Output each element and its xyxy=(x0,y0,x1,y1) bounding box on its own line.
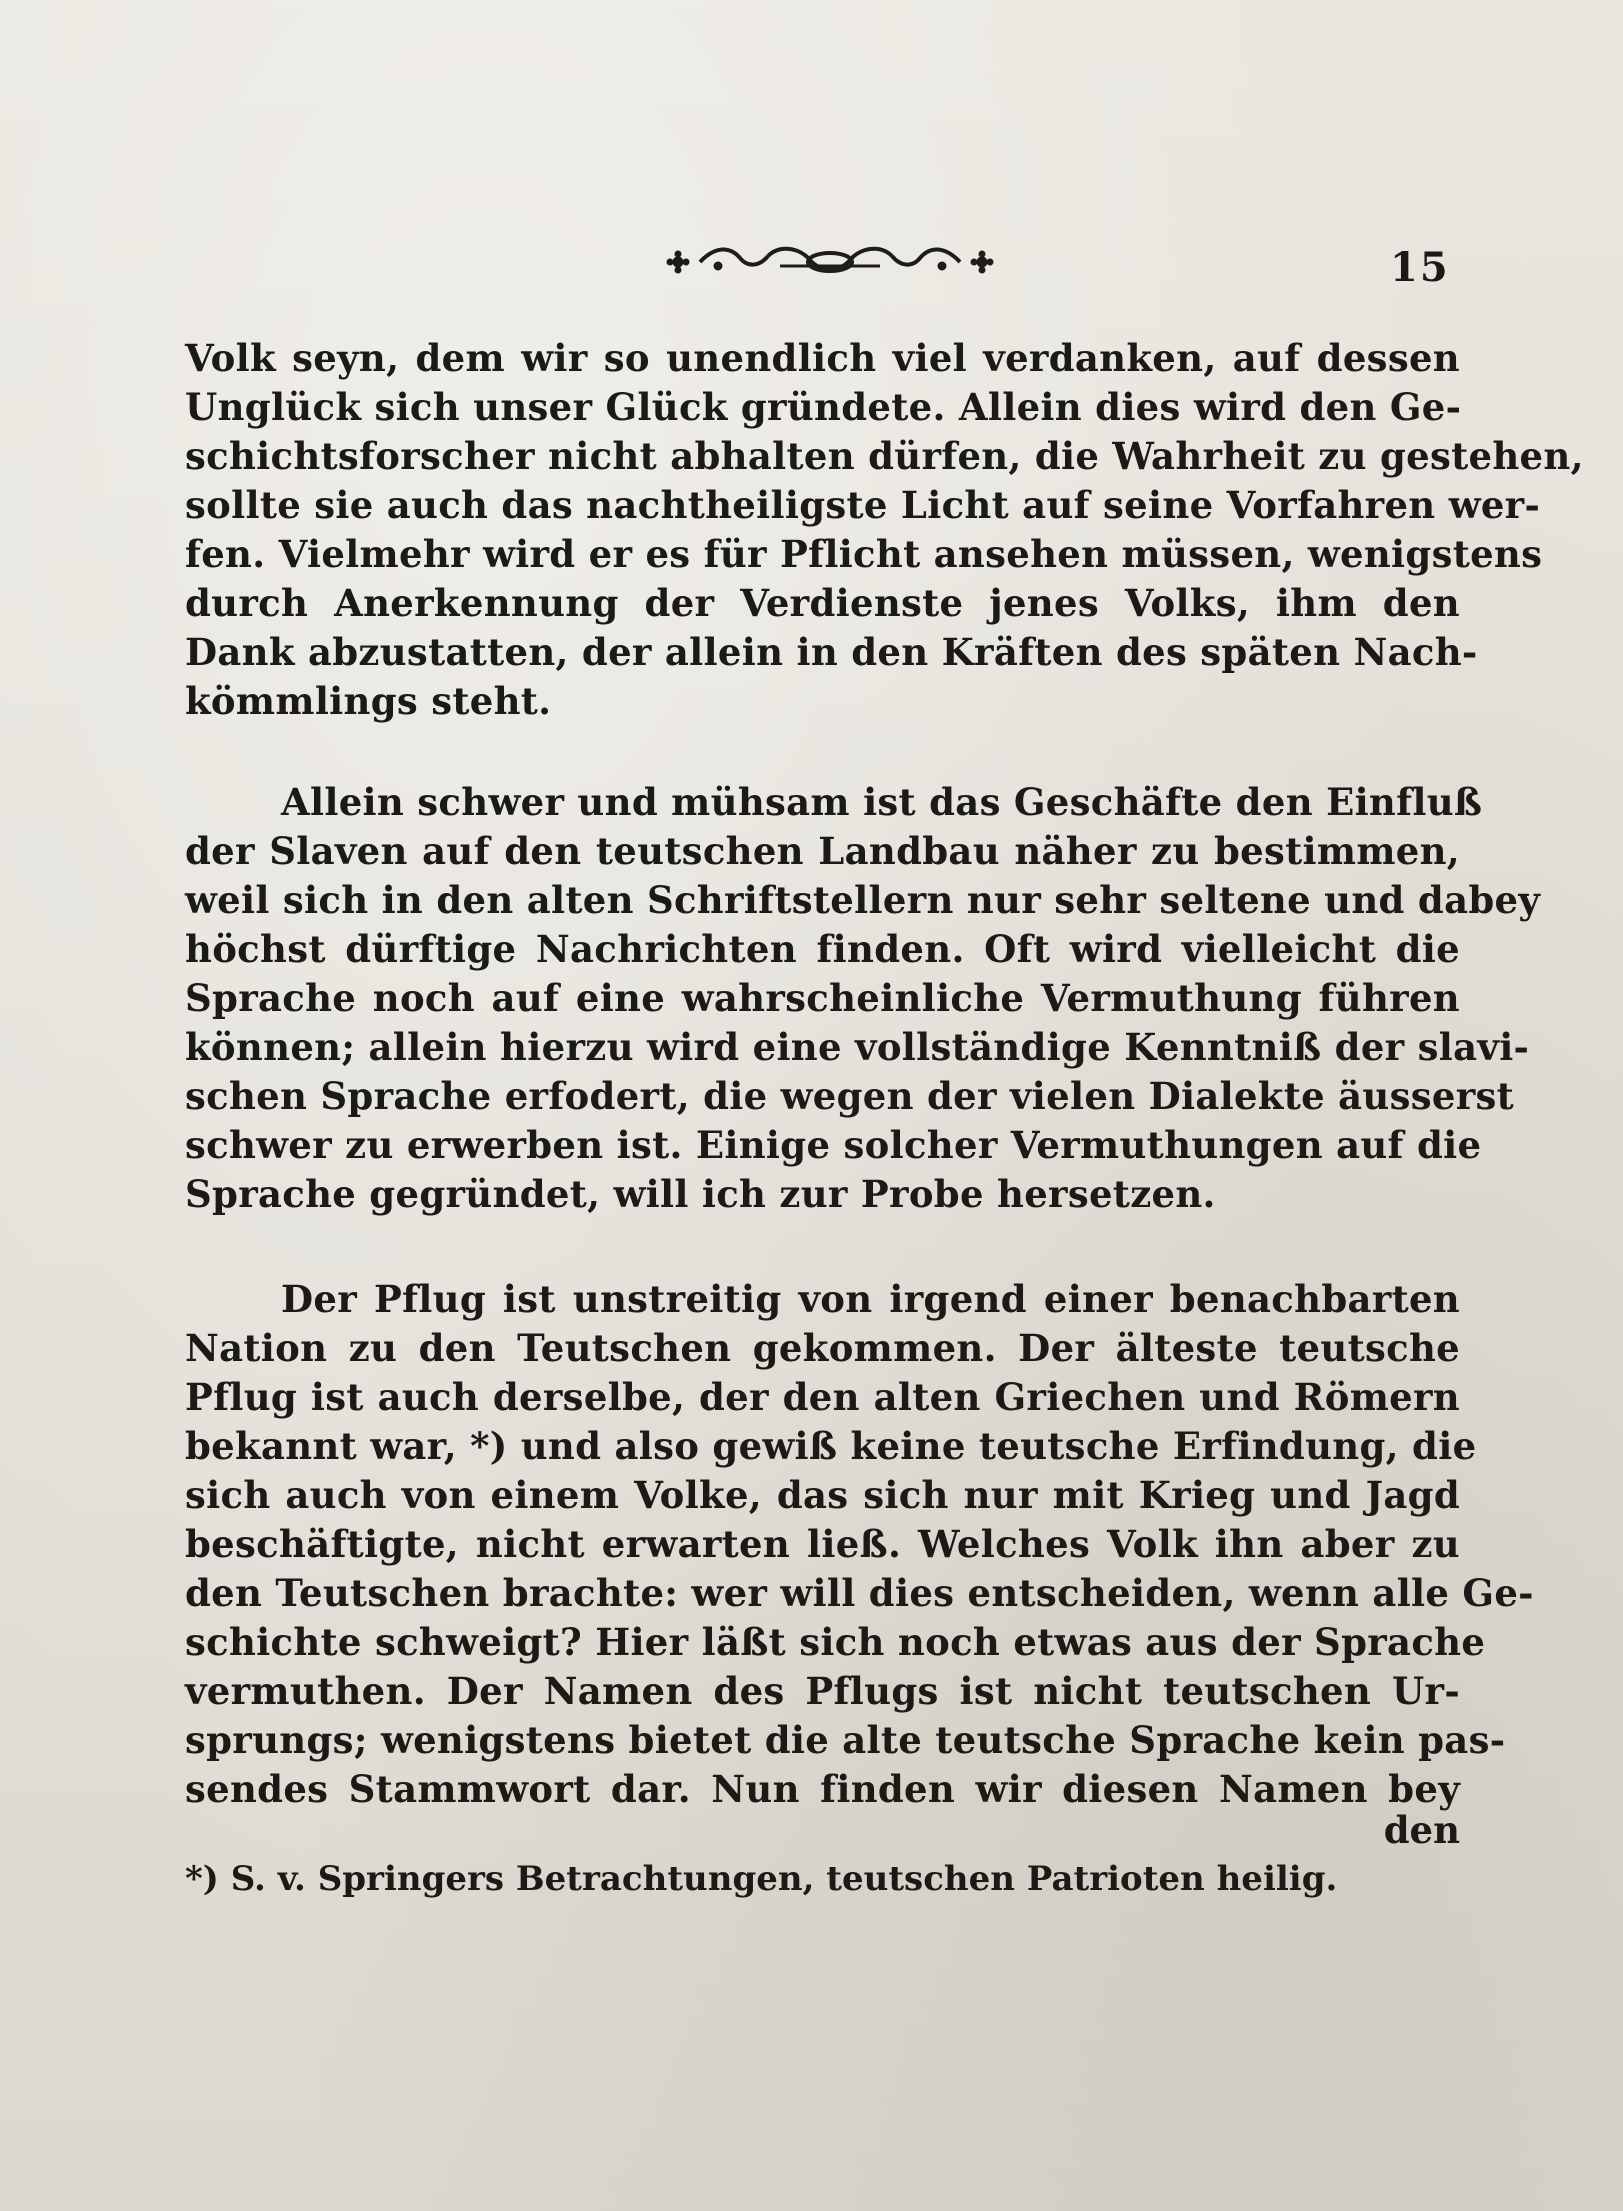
text-line: höchst dürftige Nachrichten finden. Oft wird vielleicht die xyxy=(185,927,1460,971)
text-line: bekannt war, *) und also gewiß keine teutsche Erfindung, die xyxy=(185,1424,1477,1468)
paragraph-gap xyxy=(185,726,1460,778)
catchword-row xyxy=(185,1808,1460,1858)
text-line: vermuthen. Der Namen des Pflugs ist nicht teutschen Ur- xyxy=(185,1669,1460,1713)
paragraph-1 xyxy=(185,334,1584,726)
text-line: Pflug ist auch derselbe, der den alten Griechen und Römern xyxy=(185,1375,1460,1419)
paragraph-gap xyxy=(185,1219,1460,1275)
paragraph-3 xyxy=(185,1275,1534,1814)
text-line: Sprache gegründet, will ich zur Probe hersetzen. xyxy=(185,1172,1216,1216)
fleuron-ornament-icon xyxy=(660,236,1000,288)
paragraph-2 xyxy=(185,778,1541,1219)
text-line: weil sich in den alten Schriftstellern nur sehr seltene und dabey xyxy=(185,878,1541,922)
body-text xyxy=(185,334,1584,1902)
text-line: Allein schwer und mühsam ist das Geschäfte den Einfluß xyxy=(281,780,1483,824)
text-line: durch Anerkennung der Verdienste jenes Volks, ihm den xyxy=(185,581,1460,625)
text-line: Volk seyn, dem wir so unendlich viel verdanken, auf dessen xyxy=(185,336,1460,380)
text-line: sprungs; wenigstens bietet die alte teutsche Sprache kein pas- xyxy=(185,1718,1506,1762)
text-line: schichte schweigt? Hier läßt sich noch etwas aus der Sprache xyxy=(185,1620,1486,1664)
text-line: sich auch von einem Volke, das sich nur mit Krieg und Jagd xyxy=(185,1473,1460,1517)
text-line: den Teutschen brachte: wer will dies entscheiden, wenn alle Ge- xyxy=(185,1571,1534,1615)
text-line: Unglück sich unser Glück gründete. Allein dies wird den Ge- xyxy=(185,385,1462,429)
text-line: beschäftigte, nicht erwarten ließ. Welches Volk ihn aber zu xyxy=(185,1522,1460,1566)
text-line: Sprache noch auf eine wahrscheinliche Vermuthung führen xyxy=(185,976,1460,1020)
text-line: sendes Stammwort dar. Nun finden wir diesen Namen bey xyxy=(185,1767,1460,1811)
text-line: kömmlings steht. xyxy=(185,679,552,723)
text-line: Der Pflug ist unstreitig von irgend einer benachbarten xyxy=(281,1277,1460,1321)
text-line: können; allein hierzu wird eine vollständige Kenntniß der slavi- xyxy=(185,1025,1530,1069)
text-line: fen. Vielmehr wird er es für Pflicht ansehen müssen, wenigstens xyxy=(185,532,1543,576)
text-line: schichtsforscher nicht abhalten dürfen, die Wahrheit zu gestehen, xyxy=(185,434,1584,478)
page-number: 15 xyxy=(1390,244,1450,291)
text-line: schen Sprache erfodert, die wegen der vielen Dialekte äusserst xyxy=(185,1074,1515,1118)
text-line: Dank abzustatten, der allein in den Kräften des späten Nach- xyxy=(185,630,1478,674)
text-line: Nation zu den Teutschen gekommen. Der älteste teutsche xyxy=(185,1326,1460,1370)
text-line: schwer zu erwerben ist. Einige solcher Vermuthungen auf die xyxy=(185,1123,1482,1167)
footnote: *) S. v. Springers Betrachtungen, teutschen Patrioten heilig. xyxy=(185,1859,1338,1899)
catchword: den xyxy=(1383,1808,1460,1852)
text-line: sollte sie auch das nachtheiligste Licht auf seine Vorfahren wer- xyxy=(185,483,1541,527)
text-line: der Slaven auf den teutschen Landbau näher zu bestimmen, xyxy=(185,829,1460,873)
